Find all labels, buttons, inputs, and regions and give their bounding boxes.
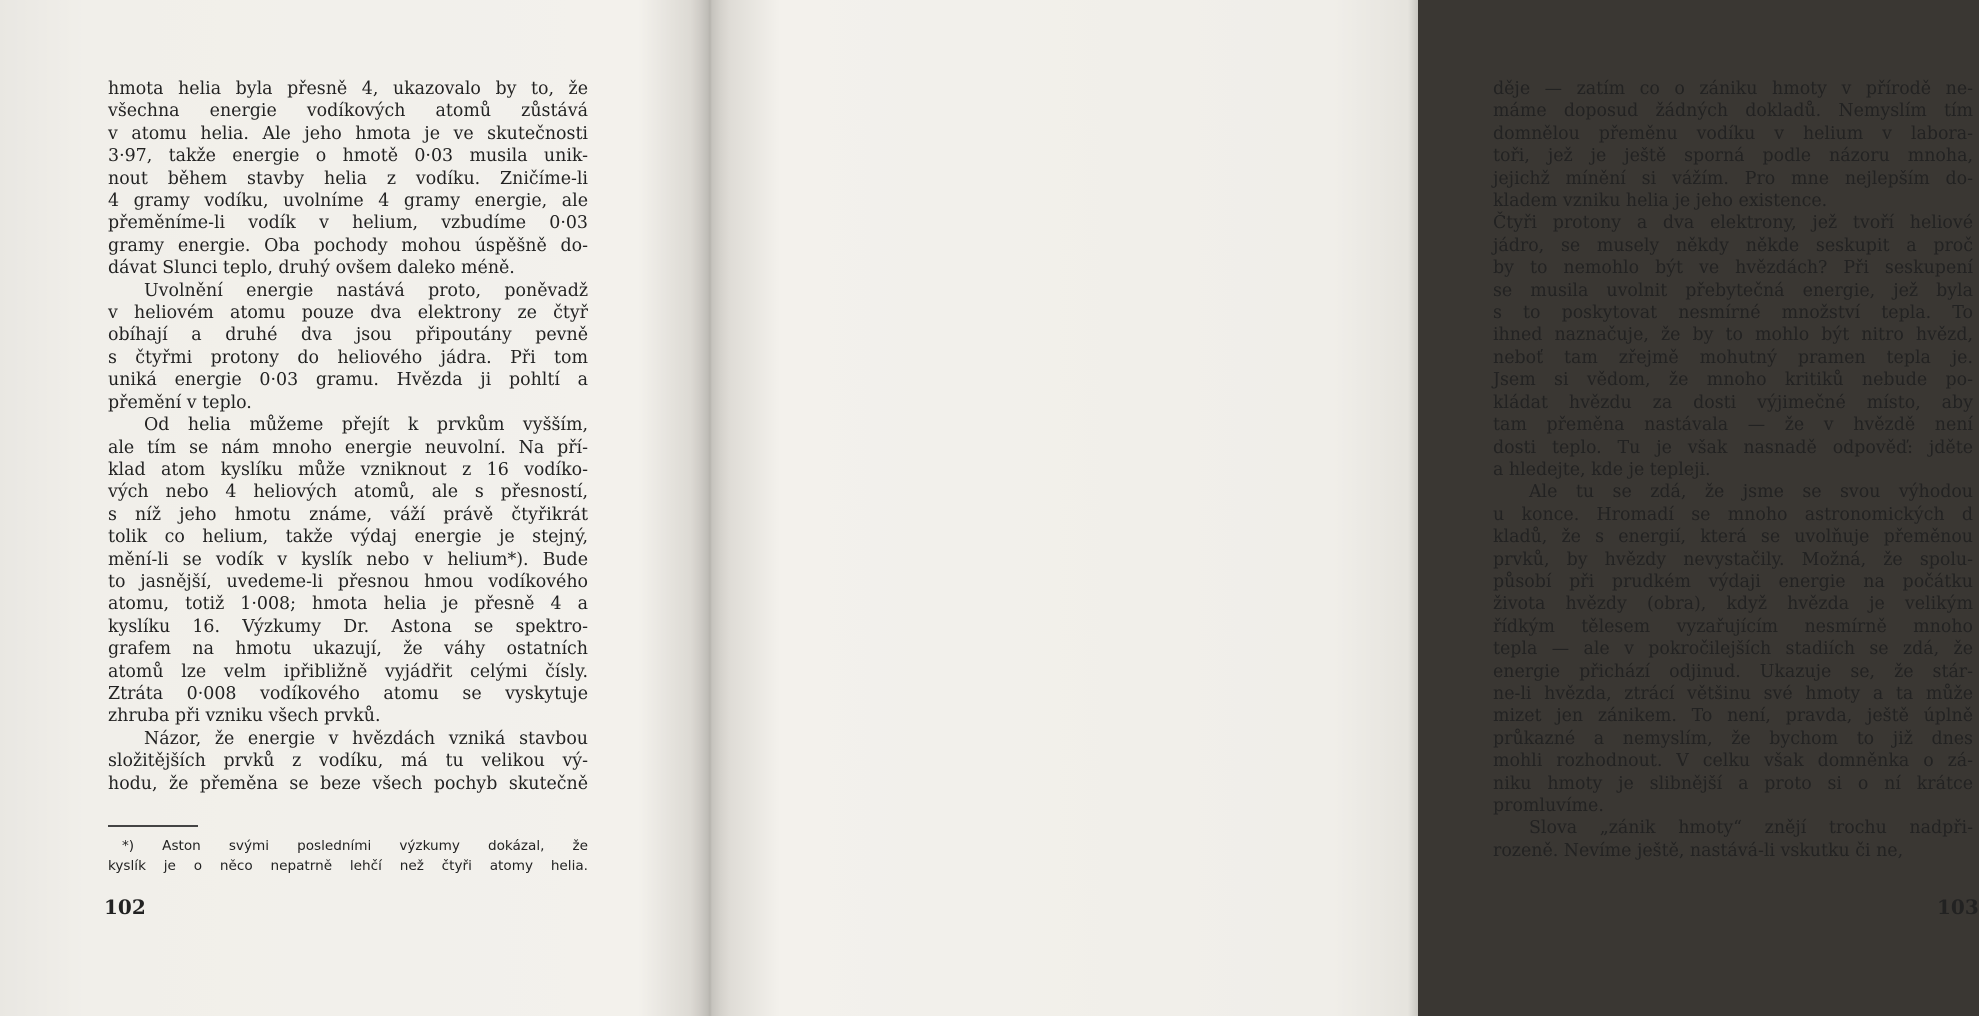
- text-line: všechna energie vodíkových atomů zůstává: [108, 101, 588, 122]
- text-line: gramy energie. Oba pochody mohou úspěšně do-: [108, 235, 588, 256]
- text-line: prvků, by hvězdy nevystačily. Možná, že spolu-: [1493, 549, 1973, 570]
- text-line: Uvolnění energie nastává proto, poněvadž: [144, 280, 588, 301]
- text-line: v heliovém atomu pouze dva elektrony ze čtyř: [108, 303, 588, 324]
- text-line: toři, jež je ještě sporná podle názoru mnoha,: [1493, 146, 1973, 167]
- text-line: působí při prudkém výdaji energie na počátku: [1493, 571, 1973, 592]
- text-line: atomů lze velm ipřibližně vyjádřit celými čísly.: [108, 661, 588, 682]
- footnote-rule: [108, 825, 198, 827]
- text-line: zhruba při vzniku všech prvků.: [108, 706, 381, 727]
- text-line: vých nebo 4 heliových atomů, ale s přesností,: [108, 482, 588, 503]
- text-line: tepla — ale v pokročilejších stadiích se zdá, že: [1493, 639, 1973, 660]
- footnote-line: *) Aston svými posledními výzkumy dokázal, že: [122, 838, 588, 854]
- text-line: kyslíku 16. Výzkumy Dr. Astona se spektro-: [108, 616, 588, 637]
- text-line: dosti teplo. Tu je však nasnadě odpověď: jděte: [1493, 437, 1973, 458]
- left-page: [0, 0, 709, 1016]
- footnote: [108, 836, 588, 876]
- text-line: jejichž mínění si vážím. Pro mne nejlepším do-: [1493, 168, 1973, 189]
- text-line: s čtyřmi protony do heliového jádra. Při tom: [108, 347, 588, 368]
- page-number-left: 102: [104, 895, 146, 919]
- paragraph: [108, 78, 588, 795]
- left-page-text: [108, 78, 588, 795]
- text-line: přeměníme-li vodík v helium, vzbudíme 0·03: [108, 213, 588, 234]
- text-line: života hvězdy (obra), když hvězda je velikým: [1493, 594, 1973, 615]
- text-line: obíhají a druhé dva jsou připoutány pevně: [108, 325, 588, 346]
- text-line: děje — zatím co o zániku hmoty v přírodě ne-: [1493, 79, 1973, 99]
- text-line: klad atom kyslíku může vzniknout z 16 vodíko-: [108, 459, 588, 480]
- text-line: Čtyři protony a dva elektrony, jež tvoří heliové: [1493, 213, 1973, 234]
- text-line: řídkým tělesem vyzařujícím nesmírně mnoho: [1493, 616, 1973, 637]
- text-line: u konce. Hromadí se mnoho astronomických d: [1493, 504, 1973, 525]
- text-line: dávat Slunci teplo, druhý ovšem daleko méně.: [108, 258, 515, 279]
- text-line: grafem na hmotu ukazují, že váhy ostatních: [108, 639, 588, 660]
- text-line: máme doposud žádných dokladů. Nemyslím tím: [1493, 101, 1973, 122]
- text-line: ihned naznačuje, že by to mohlo být nitro hvězd,: [1493, 325, 1973, 346]
- text-line: 4 gramy vodíku, uvolníme 4 gramy energie, ale: [108, 191, 588, 212]
- right-page: děje — zatím co o zániku hmoty v přírodě ne- máme doposud žádných dokladů. Nemyslím tím domnělou přeměnu vodíku v helium v labora- toři, jež je ještě sporná podle názoru mnoha, jejichž mínění si vážím. Pro mne nejlepším do- kladem vzniku helia je jeho existence. Čtyři protony a dva elektrony, jež tvoří heliové jádro, se musely někdy někde seskupit a proč by to nemohlo být ve hvězdách? Při seskupení se musila uvolnit přebytečná energie, jež byla s to poskytovat nesmírné množství tepla. To ihned naznačuje, že by to mohlo být nitro hvězd, neboť tam zřejmě mohutný pramen tepla je. Jsem si vědom, že mnoho kritiků nebude po- kládat hvězdu za dosti výjimečné místo, aby tam přeměna nastávala — že v hvězdě není dosti teplo. Tu je však nasnadě odpověď: jděte a hledejte, kde je tepleji. Ale tu se zdá, že jsme se svou výhodou u konce. Hromadí se mnoho astronomických d kladů, že s energií, která se uvolňuje přeměnou prvků, by hvězdy nevystačily. Možná, že spolu- působí při prudkém výdaji energie na počátku života hvězdy (obra), když hvězda je velikým řídkým tělesem vyzařujícím nesmírně mnoho tepla — ale v pokročilejších stadiích se zdá, že energie přichází odjinud. Ukazuje se, že stár- ne-li hvězda, ztrácí většinu své hmoty a ta může mizet jen zánikem. To není, pravda, ještě úplně průkazné a nemyslím, že bychom to již dnes mohli rozhodnout. V celku však domněnka o zá- niku hmoty je slibnější a proto si o ní krátce promluvíme. Slova „zánik hmoty“ znějí trochu nadpři- rozeně. Nevíme ještě, nastává-li vskutku či ne, 103: [1493, 79, 1979, 919]
- text-line: 3·97, takže energie o hmotě 0·03 musila unik-: [108, 146, 588, 167]
- text-line: promluvíme.: [1493, 796, 1604, 816]
- text-line: energie přichází odjinud. Ukazuje se, že stár-: [1493, 661, 1973, 682]
- text-line: průkazné a nemyslím, že bychom to již dnes: [1493, 728, 1973, 749]
- footnote-line: kyslík je o něco nepatrně lehčí než čtyři atomy helia.: [108, 858, 588, 874]
- text-line: s to poskytovat nesmírné množství tepla. To: [1493, 303, 1973, 324]
- paragraph: [1493, 78, 1973, 862]
- text-line: Slova „zánik hmoty“ znějí trochu nadpři-: [1529, 818, 1973, 839]
- text-line: neboť tam zřejmě mohutný pramen tepla je.: [1493, 347, 1973, 368]
- text-line: Názor, že energie v hvězdách vzniká stavbou: [144, 728, 588, 749]
- text-line: v atomu helia. Ale jeho hmota je ve skutečnosti: [108, 123, 588, 144]
- text-line: tam přeměna nastávala — že v hvězdě není: [1493, 415, 1973, 436]
- text-line: s níž jeho hmotu známe, váží právě čtyřikrát: [108, 504, 588, 525]
- text-line: a hledejte, kde je tepleji.: [1493, 459, 1711, 480]
- text-line: atomu, totiž 1·008; hmota helia je přesně 4 a: [108, 594, 588, 615]
- text-line: Jsem si vědom, že mnoho kritiků nebude po-: [1493, 370, 1973, 391]
- text-line: mohli rozhodnout. V celku však domněnka o zá-: [1493, 751, 1973, 772]
- text-line: hodu, že přeměna se beze všech pochyb skutečně: [108, 773, 588, 794]
- text-line: jádro, se musely někdy někde seskupit a proč: [1493, 235, 1973, 256]
- text-line: domnělou přeměnu vodíku v helium v labora-: [1493, 123, 1973, 144]
- text-line: rozeně. Nevíme ještě, nastává-li vskutku či ne,: [1493, 840, 1904, 861]
- text-line: ne-li hvězda, ztrácí většinu své hmoty a ta může: [1493, 683, 1973, 704]
- text-line: kladů, že s energií, která se uvolňuje přeměnou: [1493, 527, 1973, 548]
- page-edge-shadow: [1408, 0, 1418, 1016]
- text-line: uniká energie 0·03 gramu. Hvězda ji pohltí a: [108, 370, 588, 391]
- text-line: mizet jen zánikem. To není, pravda, ještě úplně: [1493, 706, 1973, 727]
- text-line: to jasnější, uvedeme-li přesnou hmou vodíkového: [108, 571, 588, 592]
- text-line: Od helia můžeme přejít k prvkům vyšším,: [144, 415, 588, 436]
- text-line: nout během stavby helia z vodíku. Zničíme-li: [108, 168, 588, 189]
- text-line: se musila uvolnit přebytečná energie, jež byla: [1493, 280, 1973, 301]
- text-line: ale tím se nám mnoho energie neuvolní. Na pří-: [108, 437, 588, 458]
- text-line: niku hmoty je slibnější a proto si o ní krátce: [1493, 773, 1973, 794]
- right-page-text: [1493, 78, 1973, 862]
- text-line: Ztráta 0·008 vodíkového atomu se vyskytuje: [108, 683, 588, 704]
- text-line: hmota helia byla přesně 4, ukazovalo by to, že: [108, 79, 588, 99]
- text-line: kládat hvězdu za dosti výjimečné místo, aby: [1493, 392, 1973, 413]
- text-line: složitějších prvků z vodíku, má tu velikou vý-: [108, 751, 588, 772]
- text-line: kladem vzniku helia je jeho existence.: [1493, 191, 1828, 212]
- text-line: mění-li se vodík v kyslík nebo v helium*). Bude: [108, 549, 588, 570]
- text-line: Ale tu se zdá, že jsme se svou výhodou: [1529, 482, 1973, 503]
- text-line: tolik co helium, takže výdaj energie je stejný,: [108, 527, 588, 548]
- text-line: by to nemohlo být ve hvězdách? Při seskupení: [1493, 258, 1973, 279]
- text-line: přemění v teplo.: [108, 392, 252, 413]
